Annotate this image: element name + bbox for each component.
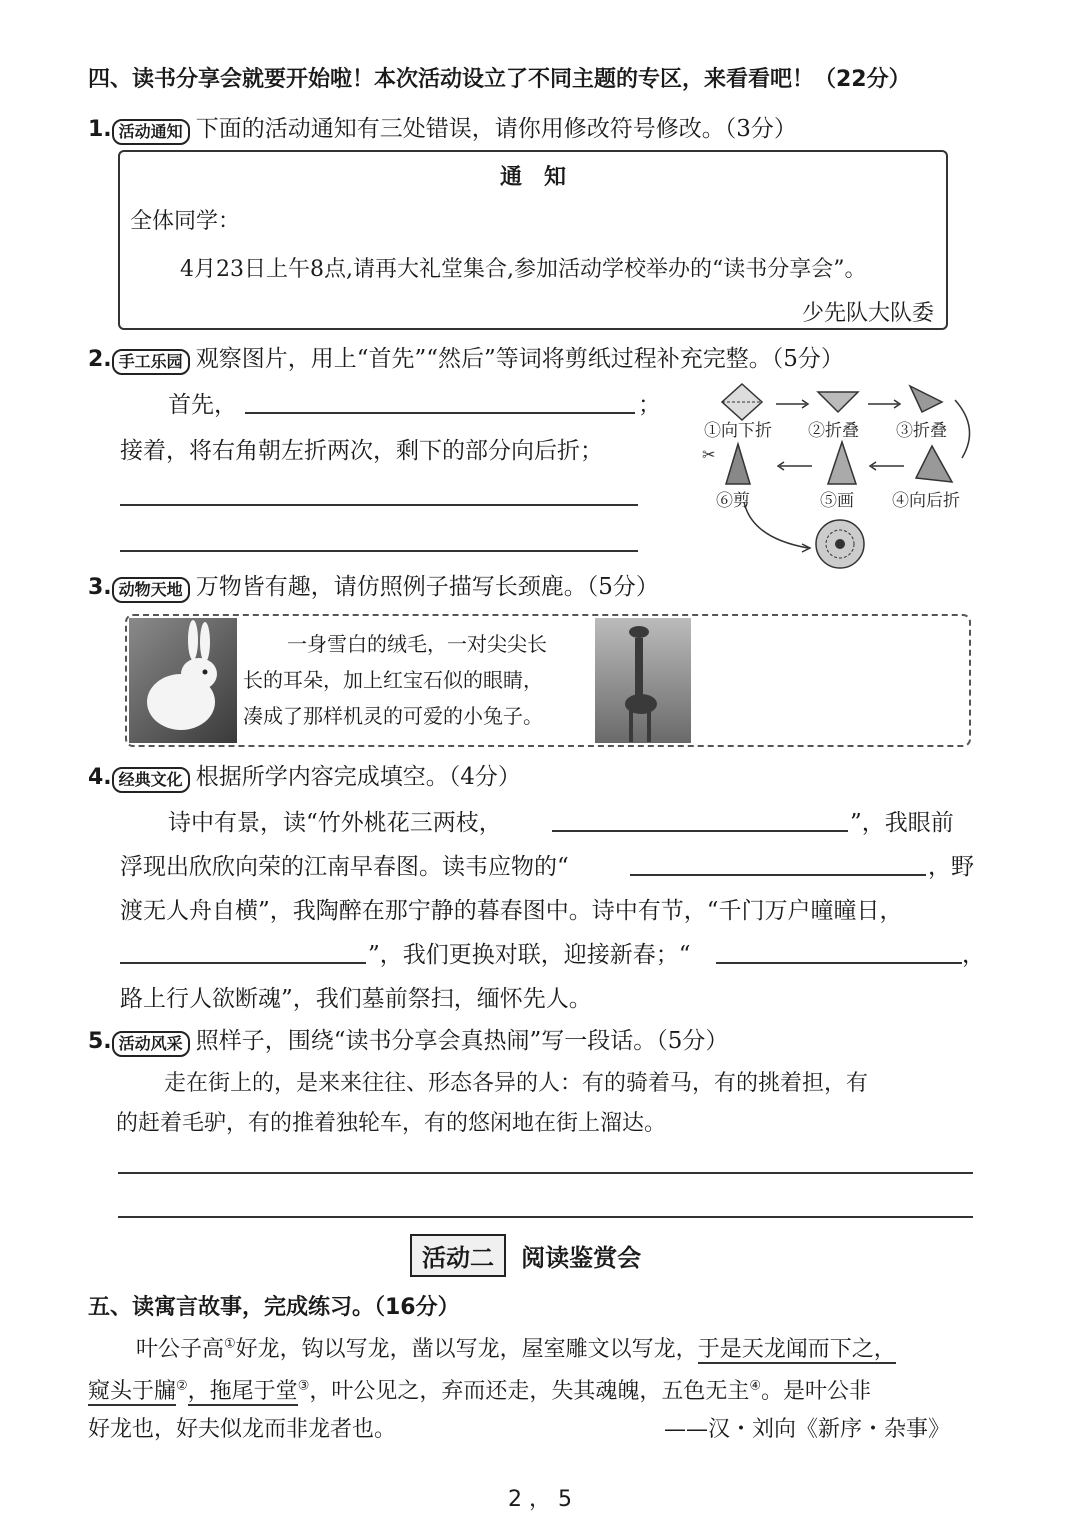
giraffe-icon	[595, 618, 691, 743]
fable-line-1	[136, 1332, 896, 1363]
activity2-heading	[410, 1234, 641, 1277]
fable-text: 叶公子高	[136, 1337, 225, 1362]
q4-line4-mid: ”，我们更换对联，迎接新春；“	[368, 942, 691, 968]
example-line-1: 一身雪白的绒毛，一对尖尖长	[287, 632, 547, 656]
step-label-1: ①向下折	[704, 421, 772, 441]
q4-line5: 路上行人欲断魂”，我们墓前祭扫，缅怀先人。	[120, 986, 592, 1012]
q4-number: 4.	[88, 765, 112, 790]
fable-line-2	[88, 1374, 871, 1405]
activity2-title: 阅读鉴赏会	[521, 1244, 642, 1272]
q2-tag: 手工乐园	[112, 349, 190, 375]
svg-text:✂: ✂	[702, 445, 716, 464]
q3-number: 3.	[88, 575, 112, 600]
giraffe-photo	[595, 618, 691, 743]
fable-line-3: 好龙也，好夫似龙而非龙者也。	[88, 1417, 397, 1442]
fable-source: ——汉・刘向《新序・杂事》	[664, 1417, 951, 1442]
q2-answer-line-3[interactable]	[120, 526, 638, 552]
q5-number: 5.	[88, 1029, 112, 1054]
q2-header	[88, 340, 844, 375]
fable-text: 。是叶公非	[761, 1379, 872, 1404]
q5-tag: 活动风采	[112, 1031, 190, 1057]
q4-tag: 经典文化	[112, 767, 190, 793]
q4-blank-1[interactable]	[552, 804, 848, 832]
q2-semicolon: ；	[638, 392, 661, 418]
q1-prompt: 下面的活动通知有三处错误，请你用修改符号修改。（3分）	[195, 116, 797, 142]
animal-example-box	[125, 614, 971, 747]
q5-header	[88, 1022, 728, 1057]
fold-step-1-icon	[722, 384, 762, 420]
section4-title: 四、读书分享会就要开始啦！本次活动设立了不同主题的专区，来看看吧！（22分）	[88, 67, 911, 92]
notice-title: 通 知	[499, 165, 566, 190]
step-label-5: ⑤画	[820, 491, 854, 511]
example-line-3: 凑成了那样机灵的可爱的小兔子。	[243, 704, 543, 728]
q2-next-text: 接着，将右角朝左折两次，剩下的部分向后折；	[120, 438, 603, 464]
q2-answer-line-2[interactable]	[120, 480, 638, 506]
q5-prompt: 照样子，围绕“读书分享会真热闹”写一段话。（5分）	[195, 1028, 729, 1054]
rabbit-photo	[129, 618, 237, 743]
step-label-4: ④向后折	[892, 491, 960, 511]
q3-prompt: 万物皆有趣，请仿照例子描写长颈鹿。（5分）	[195, 574, 659, 600]
example-line-2: 长的耳朵，加上红宝石似的眼睛，	[243, 668, 543, 692]
section5-title: 五、读寓言故事，完成练习。（16分）	[88, 1295, 460, 1320]
q4-line2-start: 浮现出欣欣向荣的江南早春图。读韦应物的“	[120, 854, 569, 880]
q5-example-line-1: 走在街上的，是来来往往、形态各异的人：有的骑着马，有的挑着担，有	[164, 1071, 869, 1096]
fold-step-5-icon	[828, 442, 856, 484]
fold-step-4-icon	[916, 446, 952, 482]
q2-prompt: 观察图片，用上“首先”“然后”等词将剪纸过程补充完整。（5分）	[195, 346, 844, 372]
footnote-marker: ①	[224, 1336, 236, 1352]
page-number: 2 ， 5	[508, 1487, 572, 1512]
q2-first-label: 首先，	[168, 392, 237, 418]
paper-cutting-diagram	[700, 378, 990, 578]
q4-blank-2[interactable]	[630, 848, 926, 876]
q4-header	[88, 758, 521, 793]
step-label-2: ②折叠	[808, 421, 859, 441]
fable-underlined-text: 窥头于牖	[88, 1379, 177, 1404]
q1-number: 1.	[88, 117, 112, 142]
q2-number: 2.	[88, 347, 112, 372]
fable-underlined-text: 于是天龙闻而下之，	[697, 1337, 896, 1362]
q5-answer-line-2[interactable]	[118, 1194, 973, 1218]
step-label-3: ③折叠	[896, 421, 947, 441]
activity2-tag: 活动二	[410, 1234, 506, 1277]
footnote-marker: ④	[749, 1378, 762, 1394]
q4-line1-start: 诗中有景，读“竹外桃花三两枝，	[168, 810, 502, 836]
fold-step-2-icon	[818, 392, 858, 412]
q4-line3: 渡无人舟自横”，我陶醉在那宁静的暮春图中。诗中有节，“千门万户曈曈日，	[120, 898, 903, 924]
q1-tag: 活动通知	[112, 119, 190, 145]
q3-header	[88, 568, 659, 603]
fable-text: 好龙，钩以写龙，凿以写龙，屋室雕文以写龙，	[235, 1337, 698, 1362]
footnote-marker: ③	[297, 1378, 310, 1394]
footnote-marker: ②	[176, 1378, 188, 1394]
q4-line2-end: ，野	[928, 854, 974, 880]
q4-line1-end: ”，我眼前	[850, 810, 954, 836]
q4-blank-4[interactable]	[716, 936, 962, 964]
notice-salutation: 全体同学：	[130, 209, 241, 234]
q4-blank-3[interactable]	[120, 936, 366, 964]
notice-body: 4月23日上午8点,请再大礼堂集合,参加活动学校举办的“读书分享会”。	[180, 257, 867, 282]
fable-underlined-text: ，拖尾于堂	[187, 1379, 298, 1404]
q2-answer-line-1[interactable]	[245, 386, 635, 414]
fold-step-3-icon	[910, 386, 942, 412]
paper-flower-icon	[816, 520, 864, 568]
step-label-6: ⑥剪	[716, 491, 750, 511]
fold-step-6-icon	[702, 444, 750, 484]
rabbit-icon	[129, 618, 237, 743]
q5-example-line-2: 的赶着毛驴，有的推着独轮车，有的悠闲地在街上溜达。	[116, 1111, 667, 1136]
q3-tag: 动物天地	[112, 577, 190, 603]
q1-header	[88, 110, 797, 145]
q4-prompt: 根据所学内容完成填空。（4分）	[195, 764, 521, 790]
notice-signature: 少先队大队委	[801, 301, 934, 326]
fable-text: ，叶公见之，弃而还走，失其魂魄，五色无主	[309, 1379, 750, 1404]
q4-line4-end: ，	[962, 942, 985, 968]
rabbit-description	[243, 626, 603, 734]
notice-box	[118, 150, 948, 330]
q5-answer-line-1[interactable]	[118, 1150, 973, 1174]
